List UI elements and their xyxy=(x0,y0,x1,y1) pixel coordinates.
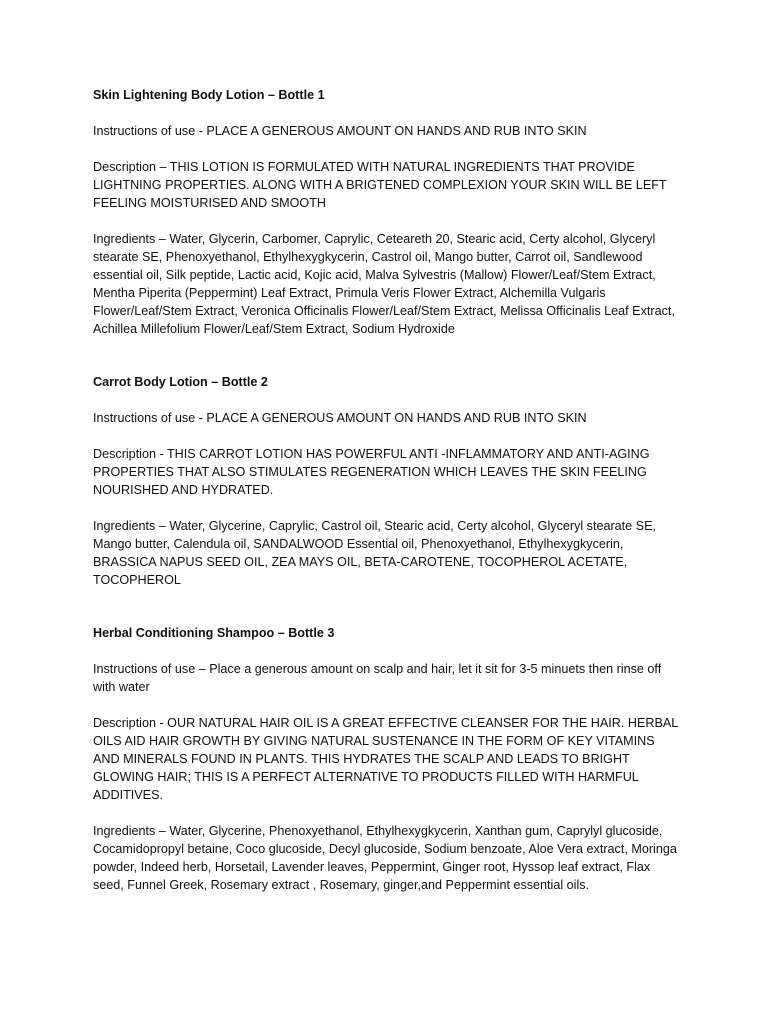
ingredients-text: Ingredients – Water, Glycerine, Phenoxyethanol, Ethylhexygkycerin, Xanthan gum, Caprylyl glucoside, Cocamidopropyl betaine, Coco glucoside, Decyl glucoside, Sodium benzoate, Aloe Vera extract, Moringa powder, Indeed herb, Horsetail, Lavender leaves, Peppermint, Ginger root, Hyssop leaf extract, Flax seed, Funnel Greek, Rosemary extract , Rosemary, ginger,and Peppermint essential oils. xyxy=(93,824,677,892)
instructions-text: Instructions of use - PLACE A GENEROUS AMOUNT ON HANDS AND RUB INTO SKIN xyxy=(93,124,587,138)
product-title: Carrot Body Lotion – Bottle 2 xyxy=(93,375,268,389)
product-section-bottle-2 xyxy=(93,373,683,589)
description-text: Description – THIS LOTION IS FORMULATED WITH NATURAL INGREDIENTS THAT PROVIDE LIGHTNING PROPERTIES. ALONG WITH A BRIGTENED COMPLEXION YOUR SKIN WILL BE LEFT FEELING MOISTURISED AND SMOOTH xyxy=(93,160,667,210)
ingredients-text: Ingredients – Water, Glycerine, Caprylic, Castrol oil, Stearic acid, Certy alcohol, Glyceryl stearate SE, Mango butter, Calendula oil, SANDALWOOD Essential oil, Phenoxyethanol, Ethylhexygkycerin, BRASSICA NAPUS SEED OIL, ZEA MAYS OIL, BETA-CAROTENE, TOCOPHEROL ACETATE, TOCOPHEROL xyxy=(93,519,656,587)
instructions-text: Instructions of use – Place a generous amount on scalp and hair, let it sit for 3-5 minuets then rinse off with water xyxy=(93,662,662,694)
description-text: Description - THIS CARROT LOTION HAS POWERFUL ANTI -INFLAMMATORY AND ANTI-AGING PROPERTIES THAT ALSO STIMULATES REGENERATION WHICH LEAVES THE SKIN FEELING NOURISHED AND HYDRATED. xyxy=(93,447,650,497)
instructions-text: Instructions of use - PLACE A GENEROUS AMOUNT ON HANDS AND RUB INTO SKIN xyxy=(93,411,587,425)
ingredients-text: Ingredients – Water, Glycerin, Carbomer, Caprylic, Ceteareth 20, Stearic acid, Certy alcohol, Glyceryl stearate SE, Phenoxyethanol, Ethylhexygkycerin, Castrol oil, Mango butter, Carrot oil, Sandlewood essential oil, Silk peptide, Lactic acid, Kojic acid, Malva Sylvestris (Mallow) Flower/Leaf/Stem Extract, Mentha Piperita (Peppermint) Leaf Extract, Primula Veris Flower Extract, Alchemilla Vulgaris Flower/Leaf/Stem Extract, Veronica Officinalis Flower/Leaf/Stem Extract, Melissa Officinalis Leaf Extract, Achillea Millefolium Flower/Leaf/Stem Extract, Sodium Hydroxide xyxy=(93,232,675,336)
product-title: Herbal Conditioning Shampoo – Bottle 3 xyxy=(93,626,335,640)
description-text: Description - OUR NATURAL HAIR OIL IS A GREAT EFFECTIVE CLEANSER FOR THE HAIR. HERBAL OILS AID HAIR GROWTH BY GIVING NATURAL SUSTENANCE IN THE FORM OF KEY VITAMINS AND MINERALS FOUND IN PLANTS. THIS HYDRATES THE SCALP AND LEADS TO BRIGHT GLOWING HAIR; THIS IS A PERFECT ALTERNATIVE TO PRODUCTS FILLED WITH HARMFUL ADDITIVES. xyxy=(93,716,678,802)
product-section-bottle-3 xyxy=(93,624,683,894)
document-page xyxy=(93,86,683,894)
product-section-bottle-1 xyxy=(93,86,683,338)
product-title: Skin Lightening Body Lotion – Bottle 1 xyxy=(93,88,325,102)
